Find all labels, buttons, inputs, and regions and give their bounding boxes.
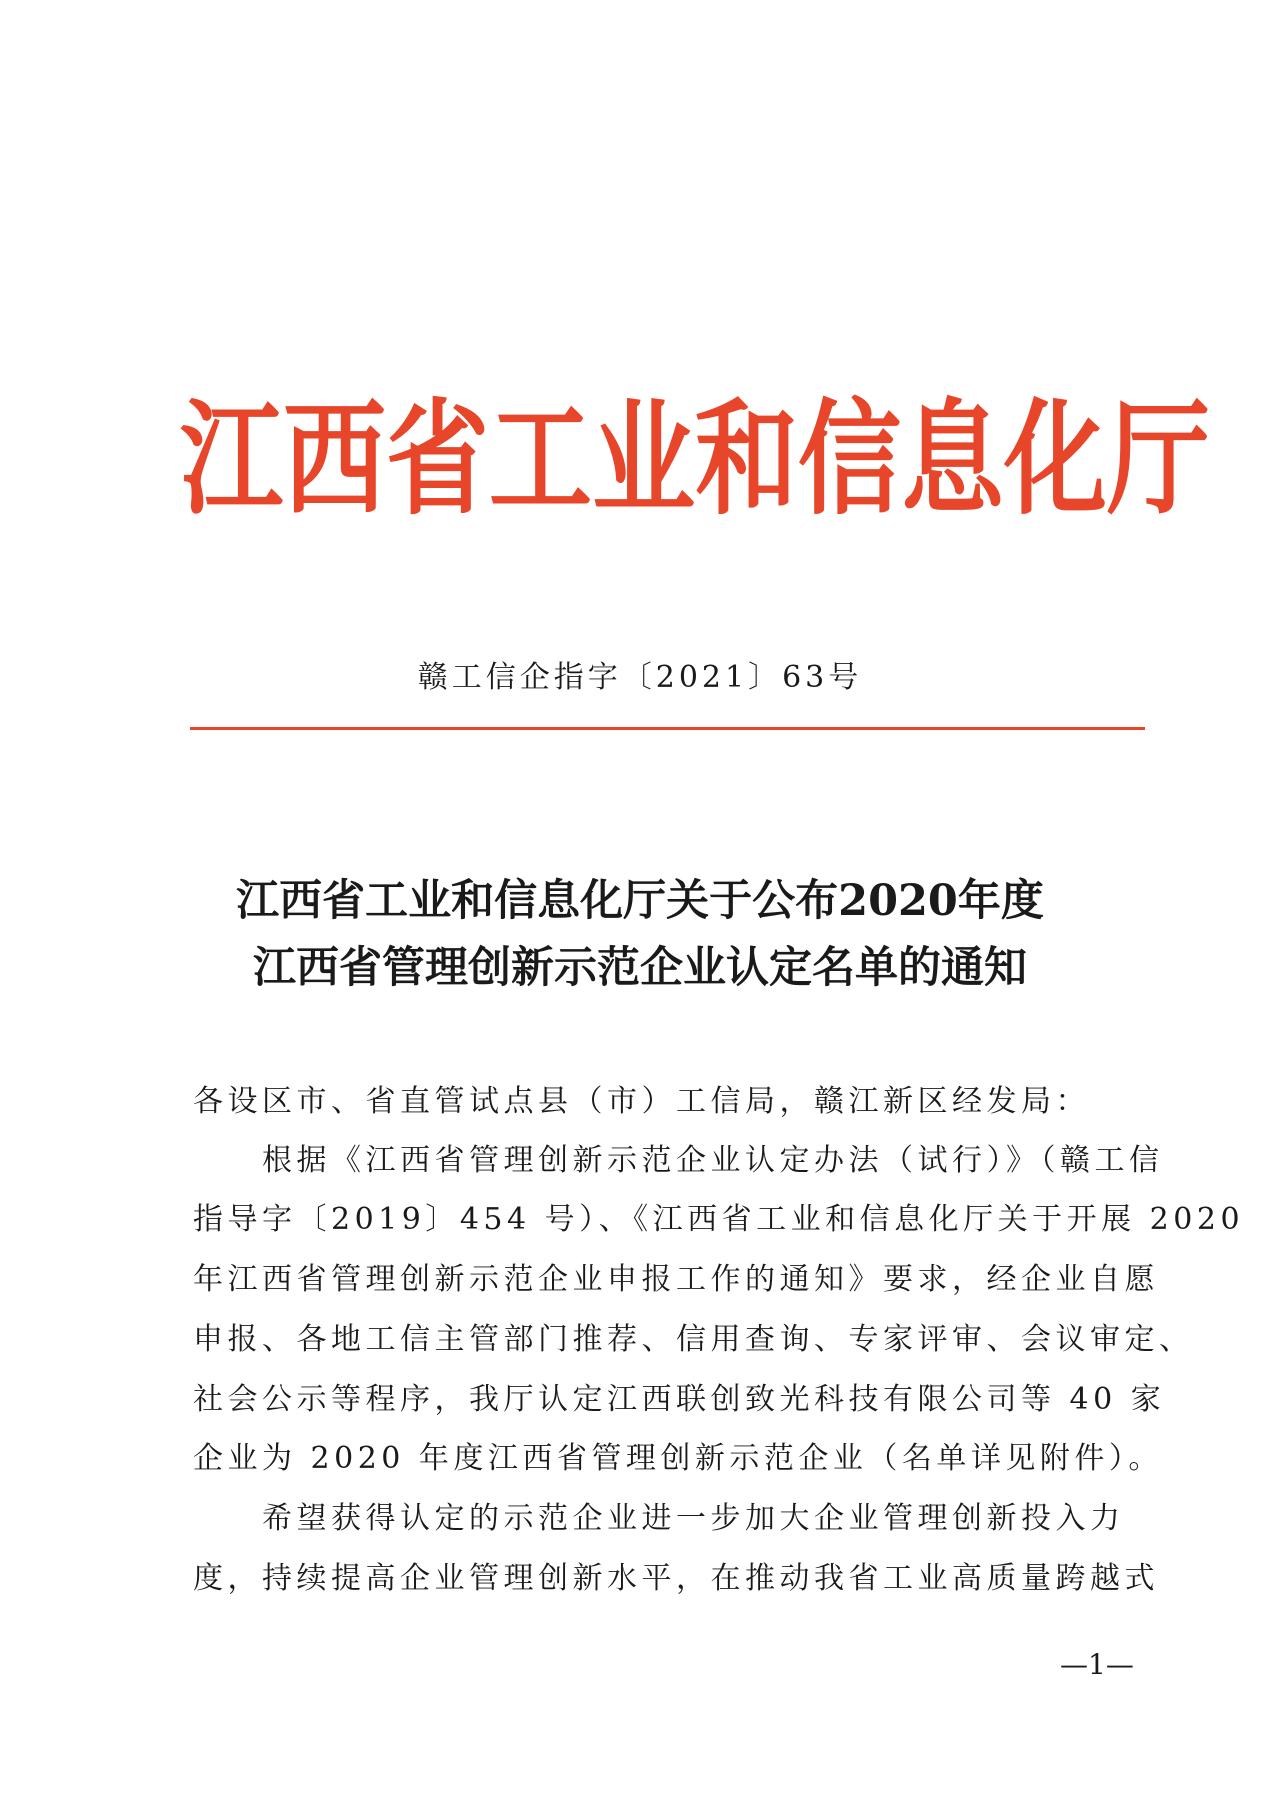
body-text-line: 指导字〔2019〕454 号）、《江西省工业和信息化厅关于开展 2020 [193, 1202, 1245, 1237]
notice-title-line-2: 江西省管理创新示范企业认定名单的通知 [253, 943, 1027, 993]
addressee-line: 各设区市、省直管试点县（市）工信局，赣江新区经发局： [193, 1084, 1090, 1119]
document-number: 赣工信企指字〔2021〕63号 [417, 660, 863, 695]
letterhead-agency-title: 江西省工业和信息化厅 [180, 386, 1210, 532]
body-text-line: 企业为 2020 年度江西省管理创新示范企业（名单详见附件）。 [193, 1441, 1163, 1476]
body-text-line: 根据《江西省管理创新示范企业认定办法（试行）》（赣工信 [193, 1143, 1164, 1178]
page-number: —1— [1060, 1648, 1134, 1681]
body-text-line: 社会公示等程序，我厅认定江西联创致光科技有限公司等 40 家 [193, 1382, 1166, 1417]
body-text-line: 年江西省管理创新示范企业申报工作的通知》要求，经企业自愿 [193, 1262, 1159, 1297]
body-text-line: 申报、各地工信主管部门推荐、信用查询、专家评审、会议审定、 [193, 1322, 1194, 1357]
letterhead-red-divider [190, 727, 1145, 730]
notice-title-line-1: 江西省工业和信息化厅关于公布2020年度 [236, 876, 1044, 926]
body-text-line: 希望获得认定的示范企业进一步加大企业管理创新投入力 [193, 1501, 1125, 1536]
body-text-line: 度，持续提高企业管理创新水平，在推动我省工业高质量跨越式 [193, 1561, 1159, 1596]
